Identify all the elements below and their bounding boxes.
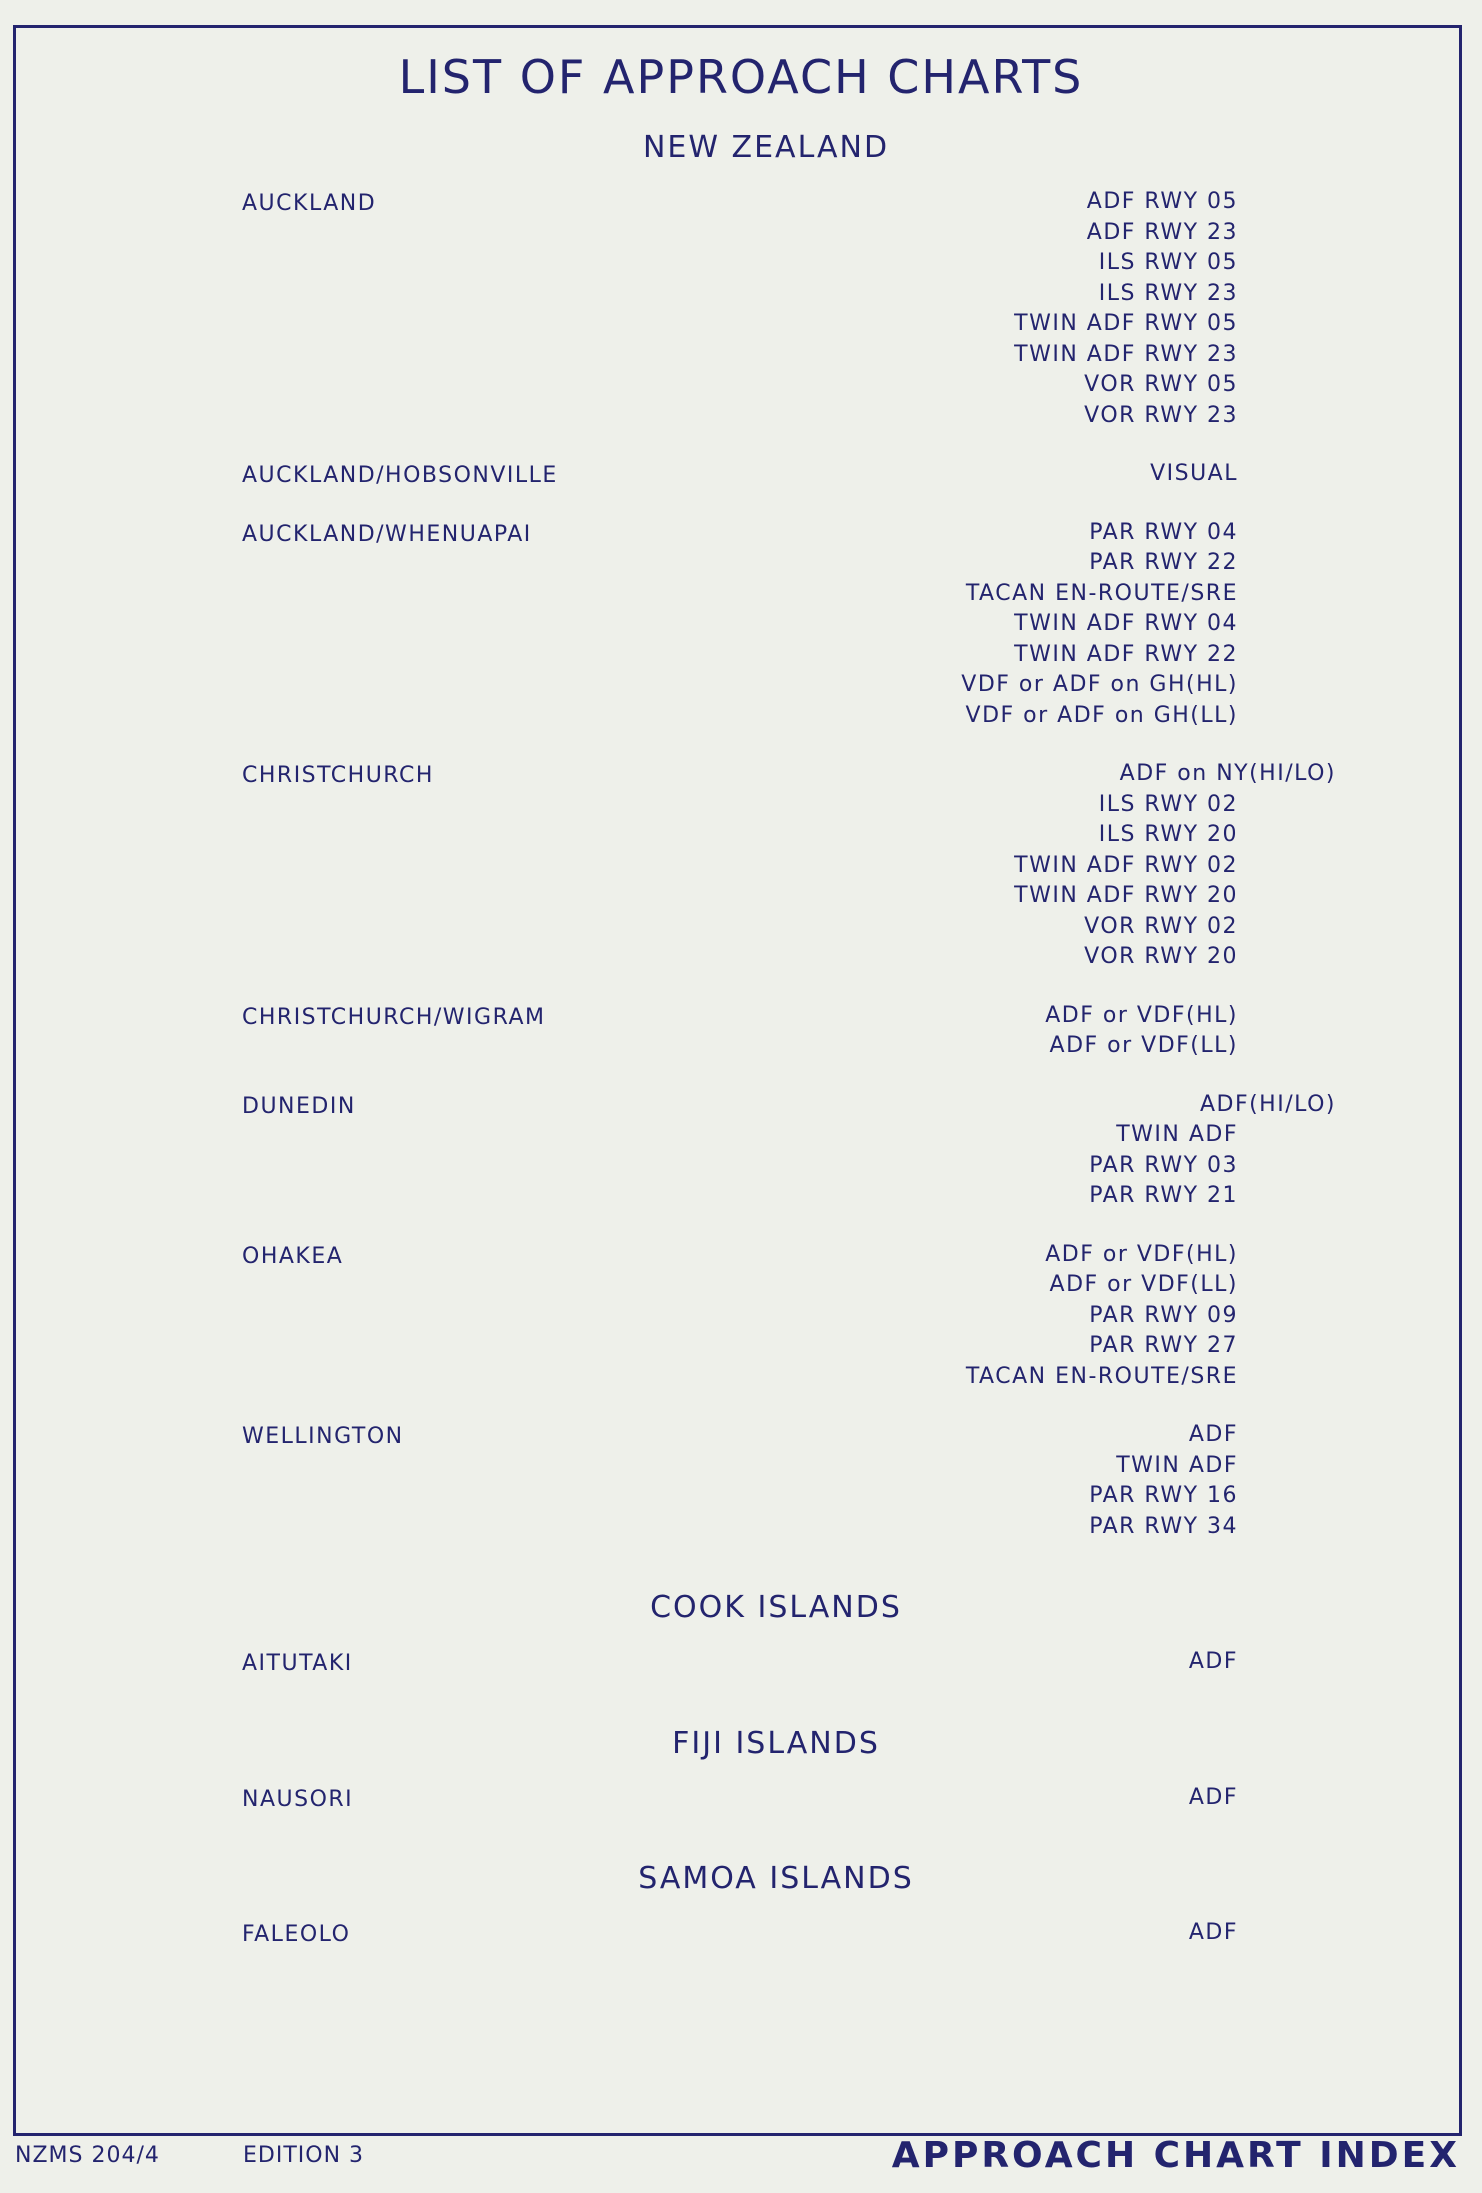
- approach-chart-list: [760, 187, 1238, 431]
- approach-chart-item: VOR RWY 20: [1084, 944, 1238, 969]
- edition-label: EDITION 3: [243, 2143, 365, 2168]
- region-section: [0, 130, 1482, 1542]
- region-heading: COOK ISLANDS: [650, 1590, 902, 1625]
- approach-chart-item: TWIN ADF RWY 04: [1014, 611, 1238, 636]
- region-heading: SAMOA ISLANDS: [638, 1861, 914, 1896]
- approach-chart-item: TWIN ADF: [1116, 1452, 1238, 1478]
- approach-chart-item: ADF or VDF(HL): [1045, 1241, 1238, 1267]
- approach-chart-item: TWIN ADF RWY 02: [1014, 852, 1238, 878]
- approach-chart-list: [760, 1420, 1238, 1542]
- airport-name: CHRISTCHURCH: [242, 763, 434, 788]
- approach-chart-item: ADF or VDF(LL): [1049, 1272, 1238, 1297]
- approach-chart-item: ADF: [1188, 1920, 1238, 1945]
- index-title: APPROACH CHART INDEX: [891, 2135, 1460, 2176]
- approach-chart-item: VOR RWY 02: [1084, 913, 1238, 939]
- airport-entry: [0, 759, 1482, 973]
- region-section: [0, 1590, 1482, 1678]
- airport-entry: [0, 1001, 1482, 1062]
- airport-entry: [0, 459, 1482, 490]
- airport-name: FALEOLO: [242, 1922, 351, 1947]
- approach-chart-list: [760, 518, 1238, 732]
- approach-chart-item: PAR RWY 22: [1089, 550, 1238, 575]
- approach-chart-item: VDF or ADF on GH(HL): [961, 672, 1238, 697]
- airport-entry: [0, 1420, 1482, 1542]
- approach-chart-item: PAR RWY 21: [1089, 1183, 1238, 1208]
- approach-chart-item: PAR RWY 09: [1089, 1302, 1238, 1328]
- approach-chart-item: TWIN ADF RWY 05: [1014, 311, 1238, 336]
- approach-chart-item: TACAN EN-ROUTE/SRE: [965, 580, 1238, 606]
- approach-chart-item: VOR RWY 23: [1084, 402, 1238, 428]
- approach-chart-item: PAR RWY 27: [1089, 1333, 1238, 1358]
- airport-entry: [0, 1918, 1482, 1949]
- airport-name: NAUSORI: [242, 1786, 354, 1812]
- approach-chart-item: VDF or ADF on GH(LL): [965, 702, 1238, 728]
- approach-chart-list: [760, 1090, 1336, 1212]
- approach-chart-list: [760, 1783, 1238, 1814]
- approach-chart-item: ADF(HI/LO): [1199, 1091, 1336, 1117]
- chart-list-content: [0, 130, 1482, 1997]
- approach-chart-list: [760, 1240, 1238, 1393]
- approach-chart-item: TACAN EN-ROUTE/SRE: [965, 1363, 1238, 1389]
- airport-name: AUCKLAND: [242, 191, 377, 216]
- airport-name: AUCKLAND/WHENUAPAI: [242, 521, 532, 547]
- approach-chart-item: PAR RWY 34: [1089, 1513, 1238, 1539]
- airport-entry: [0, 518, 1482, 732]
- airport-name: AUCKLAND/HOBSONVILLE: [242, 463, 558, 488]
- approach-chart-item: ADF or VDF(LL): [1049, 1033, 1238, 1058]
- approach-chart-item: ADF: [1188, 1784, 1238, 1810]
- approach-chart-item: VOR RWY 05: [1084, 372, 1238, 397]
- approach-chart-list: [760, 459, 1238, 490]
- page-title: LIST OF APPROACH CHARTS: [398, 50, 1084, 104]
- region-section: [0, 1726, 1482, 1814]
- approach-chart-item: ILS RWY 05: [1098, 250, 1238, 275]
- region-section: [0, 1861, 1482, 1949]
- airport-name: CHRISTCHURCH/WIGRAM: [242, 1004, 546, 1030]
- approach-chart-item: TWIN ADF: [1116, 1122, 1238, 1147]
- approach-chart-item: PAR RWY 04: [1089, 519, 1238, 545]
- approach-chart-item: ADF or VDF(HL): [1045, 1002, 1238, 1028]
- approach-chart-item: TWIN ADF RWY 22: [1014, 641, 1238, 667]
- approach-chart-item: ADF: [1188, 1422, 1238, 1447]
- series-number: NZMS 204/4: [15, 2143, 160, 2168]
- approach-chart-item: ILS RWY 23: [1098, 280, 1238, 306]
- approach-chart-item: ADF RWY 05: [1086, 189, 1238, 214]
- approach-chart-item: ILS RWY 02: [1098, 791, 1238, 817]
- approach-chart-list: [760, 1918, 1238, 1949]
- airport-name: WELLINGTON: [242, 1424, 404, 1449]
- approach-chart-item: ADF RWY 23: [1086, 219, 1238, 245]
- approach-chart-item: VISUAL: [1150, 461, 1238, 486]
- approach-chart-item: ILS RWY 20: [1098, 822, 1238, 847]
- airport-entry: [0, 1783, 1482, 1814]
- approach-chart-list: [760, 1001, 1238, 1062]
- airport-entry: [0, 1647, 1482, 1678]
- airport-name: DUNEDIN: [242, 1093, 356, 1119]
- approach-chart-list: [760, 759, 1336, 973]
- approach-chart-item: PAR RWY 03: [1089, 1152, 1238, 1178]
- airport-entry: [0, 187, 1482, 431]
- airport-name: OHAKEA: [242, 1243, 344, 1269]
- approach-chart-item: TWIN ADF RWY 23: [1014, 341, 1238, 367]
- approach-chart-item: ADF: [1188, 1649, 1238, 1674]
- airport-entry: [0, 1090, 1482, 1212]
- region-heading: NEW ZEALAND: [642, 130, 890, 165]
- approach-chart-item: TWIN ADF RWY 20: [1014, 883, 1238, 908]
- region-heading: FIJI ISLANDS: [672, 1725, 880, 1761]
- airport-entry: [0, 1240, 1482, 1393]
- approach-chart-list: [760, 1647, 1238, 1678]
- approach-chart-item: PAR RWY 16: [1089, 1483, 1238, 1508]
- approach-chart-item: ADF on NY(HI/LO): [1119, 761, 1336, 786]
- airport-name: AITUTAKI: [242, 1651, 353, 1676]
